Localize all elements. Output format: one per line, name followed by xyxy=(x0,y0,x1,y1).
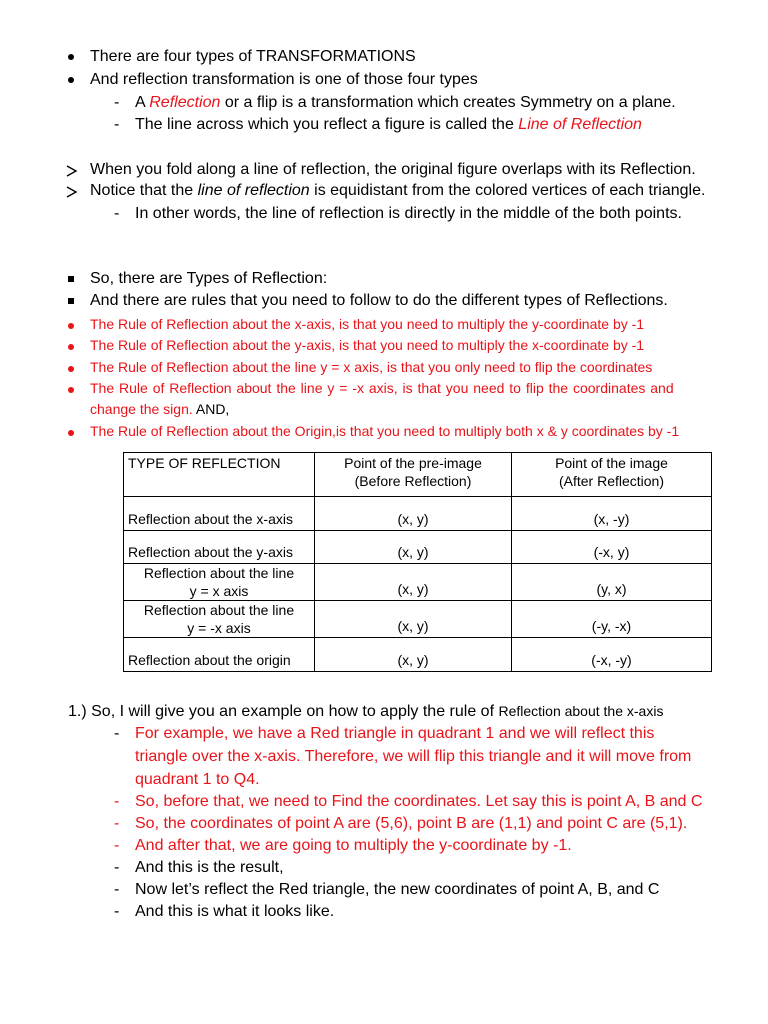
row-image: (-x, y) xyxy=(512,531,712,564)
header-pre-image-l2: (Before Reflection) xyxy=(354,473,472,489)
row-type xyxy=(124,531,315,564)
table-row xyxy=(124,638,712,672)
table-row xyxy=(124,531,712,564)
fold-arrow-2-b: line of reflection xyxy=(197,182,310,199)
table-row xyxy=(124,497,712,531)
table-row xyxy=(124,564,712,601)
row-pre-image: (x, y) xyxy=(315,497,512,531)
row-type xyxy=(124,601,315,638)
row-type-label: Reflection about the y-axis xyxy=(128,544,293,560)
example-line-1: For example, we have a Red triangle in quadrant 1 and we will reflect this xyxy=(135,725,655,742)
fold-arrow-2-c: is equidistant from the colored vertices of each triangle. xyxy=(309,182,706,199)
bullet-icon xyxy=(68,344,74,350)
row-type-label: Reflection about the line xyxy=(143,602,295,618)
types-bullet-2: And there are rules that you need to follow to do the different types of Reflections. xyxy=(90,292,668,309)
bullet-icon xyxy=(68,430,74,436)
example-number: 1.) xyxy=(68,703,87,720)
fold-arrow-2-a: Notice that the xyxy=(90,182,198,199)
dash-icon: - xyxy=(114,881,120,898)
rule-y-equals-neg-x: The Rule of Reflection about the line y = -x axis, is that you need to flip the coordinates and xyxy=(90,380,674,396)
row-image: (y, x) xyxy=(512,564,712,601)
arrowhead-icon xyxy=(66,165,78,177)
square-bullet-icon xyxy=(68,276,74,282)
rule-y-equals-neg-x-cont xyxy=(90,401,229,417)
example-line-4: So, before that, we need to Find the coordinates. Let say this is point A, B and C xyxy=(135,793,703,810)
dash-icon: - xyxy=(114,793,120,810)
header-image-l1: Point of the image xyxy=(555,455,668,471)
dash-icon: - xyxy=(114,903,120,920)
dash-icon: - xyxy=(114,859,120,876)
example-line-9: And this is what it looks like. xyxy=(135,903,335,920)
row-image: (-y, -x) xyxy=(512,601,712,638)
row-type-label: Reflection about the origin xyxy=(128,652,291,668)
reflection-term: Reflection xyxy=(149,94,221,111)
example-line-7: And this is the result, xyxy=(135,859,284,876)
rule-x-axis: The Rule of Reflection about the x-axis, is that you need to multiply the y-coordinate by -1 xyxy=(90,316,645,332)
intro-dash-1-c: or a flip is a transformation which creates Symmetry on a plane. xyxy=(220,94,676,111)
dash-icon: - xyxy=(114,205,120,222)
table-header-row xyxy=(124,453,712,497)
bullet-icon xyxy=(68,323,74,329)
example-heading xyxy=(68,703,663,721)
bullet-icon xyxy=(68,77,74,83)
intro-bullet-2: And reflection transformation is one of those four types xyxy=(90,71,478,88)
row-type xyxy=(124,564,315,601)
bullet-icon xyxy=(68,387,74,393)
row-type-label-2: y = -x axis xyxy=(187,620,251,636)
row-image: (-x, -y) xyxy=(512,638,712,672)
fold-arrow-2 xyxy=(90,182,705,200)
example-heading-a: So, I will give you an example on how to apply the rule of xyxy=(86,703,499,720)
intro-dash-2-a: The line across which you reflect a figure is called the xyxy=(135,116,519,133)
header-image-l2: (After Reflection) xyxy=(558,473,665,489)
dash-icon: - xyxy=(114,116,120,133)
intro-bullet-1: There are four types of TRANSFORMATIONS xyxy=(90,48,416,65)
example-heading-b: Reflection about the x-axis xyxy=(498,703,664,719)
square-bullet-icon xyxy=(68,298,74,304)
row-pre-image: (x, y) xyxy=(315,531,512,564)
row-type xyxy=(124,497,315,531)
header-pre-image xyxy=(315,453,512,497)
intro-dash-1-a: A xyxy=(135,94,150,111)
line-of-reflection-term: Line of Reflection xyxy=(518,116,642,133)
arrowhead-icon xyxy=(66,186,78,198)
row-pre-image: (x, y) xyxy=(315,601,512,638)
reflection-rules-table xyxy=(123,452,712,672)
row-type xyxy=(124,638,315,672)
intro-dash-2 xyxy=(135,116,642,134)
header-type-label: TYPE OF REFLECTION xyxy=(128,455,281,471)
example-line-3: quadrant 1 to Q4. xyxy=(135,771,260,788)
rule-y-equals-x: The Rule of Reflection about the line y = x axis, is that you only need to flip the coordinates xyxy=(90,359,653,375)
example-line-2: triangle over the x-axis. Therefore, we will flip this triangle and it will move from xyxy=(135,748,692,765)
example-line-6: And after that, we are going to multiply the y-coordinate by -1. xyxy=(135,837,572,854)
example-line-8: Now let’s reflect the Red triangle, the new coordinates of point A, B, and C xyxy=(135,881,660,898)
fold-dash-1: In other words, the line of reflection is directly in the middle of the both points. xyxy=(135,205,682,222)
dash-icon: - xyxy=(114,837,120,854)
rule-origin: The Rule of Reflection about the Origin,is that you need to multiply both x & y coordinates by -1 xyxy=(90,423,680,439)
intro-dash-1 xyxy=(135,94,676,112)
rule-and: AND, xyxy=(192,401,230,417)
header-pre-image-l1: Point of the pre-image xyxy=(344,455,482,471)
table-row xyxy=(124,601,712,638)
dash-icon: - xyxy=(114,725,120,742)
bullet-icon xyxy=(68,366,74,372)
example-line-5: So, the coordinates of point A are (5,6), point B are (1,1) and point C are (5,1). xyxy=(135,815,688,832)
fold-arrow-1: When you fold along a line of reflection, the original figure overlaps with its Reflection. xyxy=(90,161,696,178)
bullet-icon xyxy=(68,54,74,60)
dash-icon: - xyxy=(114,815,120,832)
row-image: (x, -y) xyxy=(512,497,712,531)
header-type xyxy=(124,453,315,497)
row-type-label-2: y = x axis xyxy=(189,583,249,599)
row-pre-image: (x, y) xyxy=(315,638,512,672)
row-type-label: Reflection about the line xyxy=(143,565,295,581)
dash-icon: - xyxy=(114,94,120,111)
row-pre-image: (x, y) xyxy=(315,564,512,601)
rule-y-axis: The Rule of Reflection about the y-axis, is that you need to multiply the x-coordinate by -1 xyxy=(90,337,645,353)
row-type-label: Reflection about the x-axis xyxy=(128,511,293,527)
types-bullet-1: So, there are Types of Reflection: xyxy=(90,270,328,287)
rule-y-equals-neg-x-cont-a: change the sign. xyxy=(90,401,193,417)
header-image xyxy=(512,453,712,497)
